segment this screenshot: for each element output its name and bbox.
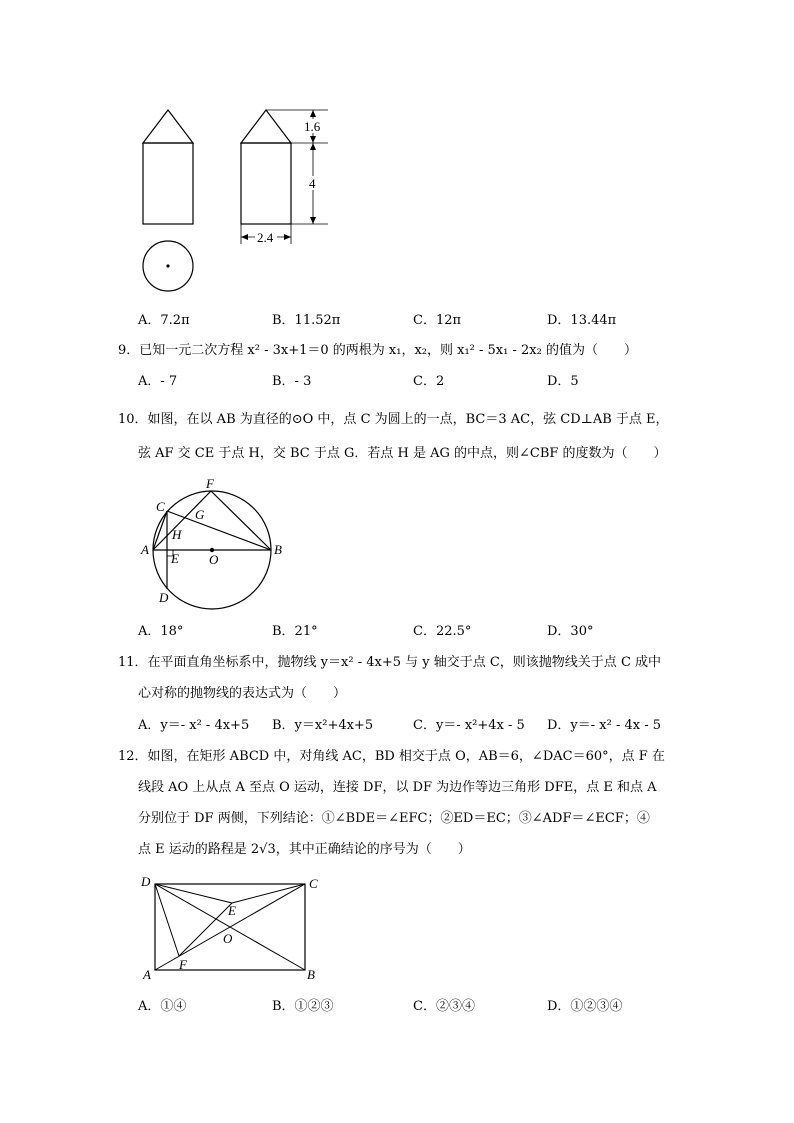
q12-stem-line1: 12．如图，在矩形 ABCD 中，对角线 AC，BD 相交于点 O，AB＝6，∠DAC＝60°，点 F 在 — [118, 749, 665, 764]
q11-option-b[interactable]: B．y＝x²+4x+5 — [272, 718, 374, 733]
q12-stem-line2: 线段 AO 上从点 A 至点 O 运动，连接 DF，以 DF 为边作等边三角形 DFE，点 E 和点 A — [138, 780, 657, 795]
q10-label-g: G — [195, 507, 205, 522]
q12-label-e: E — [228, 903, 236, 918]
q10-label-h: H — [172, 527, 182, 542]
q10-label-d: D — [159, 590, 169, 605]
q10-circle-figure — [135, 470, 295, 615]
q8-option-a[interactable]: A．7.2π — [138, 313, 190, 328]
q10-option-a[interactable]: A．18° — [138, 624, 184, 639]
q12-label-b: B — [307, 967, 315, 982]
q12-label-d: D — [141, 874, 151, 889]
q8-option-b[interactable]: B．11.52π — [272, 313, 341, 328]
q11-option-c[interactable]: C．y＝- x²+4x - 5 — [413, 718, 525, 733]
q12-option-c[interactable]: C．②③④ — [413, 999, 475, 1014]
q10-option-d[interactable]: D．30° — [547, 624, 594, 639]
q12-label-c: C — [309, 876, 318, 891]
q10-stem-line1: 10．如图，在以 AB 为直径的⊙O 中，点 C 为圆上的一点，BC＝3 AC，弦 CD⊥AB 于点 E， — [118, 412, 669, 427]
q9-option-a[interactable]: A．- 7 — [138, 374, 178, 389]
q8-three-view-figure — [130, 100, 350, 300]
q10-stem-line2: 弦 AF 交 CE 于点 H，交 BC 于点 G．若点 H 是 AG 的中点，则∠CBF 的度数为（ ） — [138, 446, 667, 461]
q10-label-a: A — [141, 542, 149, 557]
q11-option-d[interactable]: D．y＝- x² - 4x - 5 — [547, 718, 662, 733]
q12-option-d[interactable]: D．①②③④ — [547, 999, 623, 1014]
q12-stem-line4: 点 E 运动的路程是 2√3，其中正确结论的序号为（ ） — [138, 842, 471, 857]
q9-option-b[interactable]: B．- 3 — [272, 374, 312, 389]
q12-option-a[interactable]: A．①④ — [138, 999, 187, 1014]
q10-option-b[interactable]: B．21° — [272, 624, 318, 639]
q10-label-o: O — [209, 552, 219, 567]
q10-label-f: F — [206, 476, 214, 491]
q12-label-o: O — [223, 931, 233, 946]
q8-option-d[interactable]: D．13.44π — [547, 313, 617, 328]
q10-option-c[interactable]: C．22.5° — [413, 624, 472, 639]
q11-option-a[interactable]: A．y＝- x² - 4x+5 — [138, 718, 250, 733]
q9-option-c[interactable]: C．2 — [413, 374, 445, 389]
q11-stem-line1: 11．在平面直角坐标系中，抛物线 y＝x² - 4x+5 与 y 轴交于点 C，则该抛物线关于点 C 成中 — [118, 655, 662, 670]
q12-label-f: F — [179, 957, 187, 972]
q8-option-c[interactable]: C．12π — [413, 313, 462, 328]
q9-stem: 9．已知一元二次方程 x² - 3x+1＝0 的两根为 x₁，x₂，则 x₁² - 5x₁ - 2x₂ 的值为（ ） — [118, 343, 637, 358]
q10-label-b: B — [274, 542, 282, 557]
top-view-center-dot — [166, 264, 169, 267]
q12-label-a: A — [143, 967, 151, 982]
q9-option-d[interactable]: D．5 — [547, 374, 579, 389]
q12-option-b[interactable]: B．①②③ — [272, 999, 334, 1014]
dim-label-top: 1.6 — [304, 119, 321, 134]
q11-stem-line2: 心对称的抛物线的表达式为（ ） — [138, 686, 347, 701]
side-view-roof — [241, 110, 291, 143]
dim-label-width: 2.4 — [257, 230, 274, 245]
q12-rectangle-figure — [135, 870, 325, 985]
q10-label-c: C — [156, 499, 165, 514]
dim-label-height: 4 — [309, 176, 316, 191]
front-view-roof — [143, 110, 193, 143]
q12-stem-line3: 分别位于 DF 两侧，下列结论：①∠BDE＝∠EFC；②ED＝EC；③∠ADF＝∠ECF；④ — [138, 811, 650, 826]
front-view-body — [143, 143, 193, 224]
side-view-body — [241, 143, 291, 224]
q10-label-e: E — [171, 551, 179, 566]
